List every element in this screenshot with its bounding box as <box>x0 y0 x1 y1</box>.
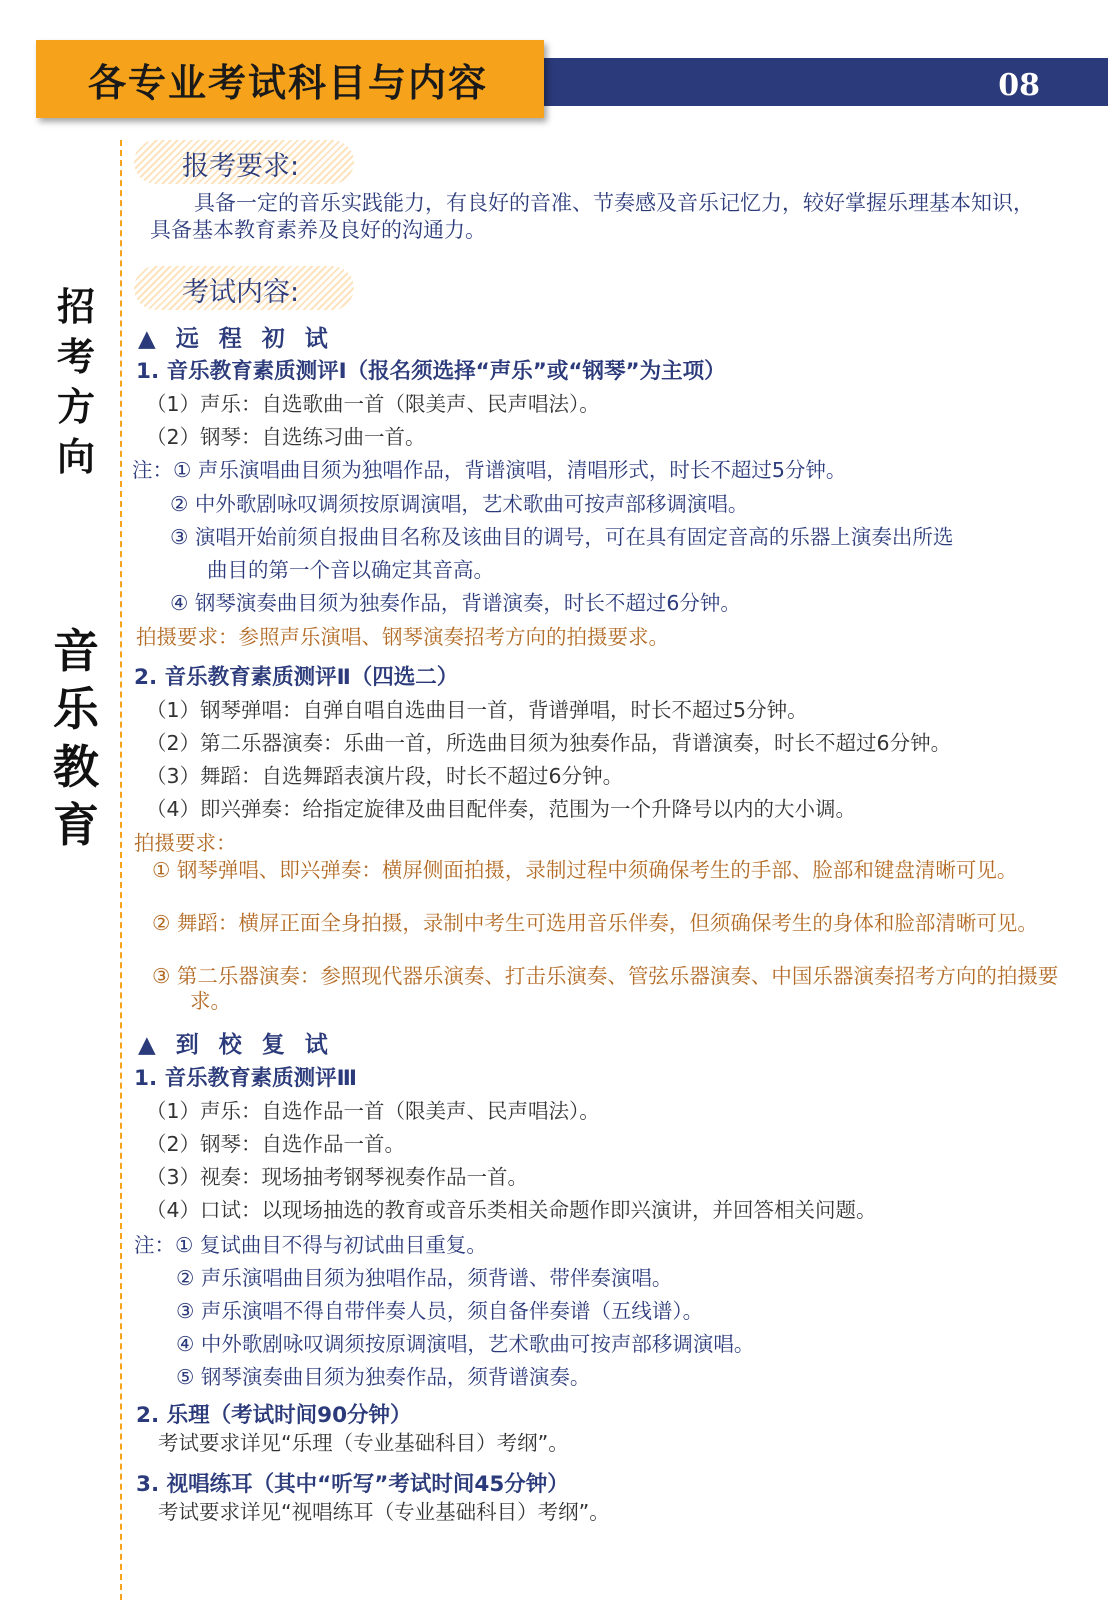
preliminary-heading: ▲ 远 程 初 试 <box>138 326 334 352</box>
side-label-direction <box>46 282 106 482</box>
side-label-major <box>46 622 106 854</box>
retest-item1-line: （2）钢琴：自选作品一首。 <box>146 1132 406 1156</box>
prelim-note: ② 中外歌剧咏叹调须按原调演唱，艺术歌曲可按声部移调演唱。 <box>170 492 749 516</box>
retest-item3-title: 3. 视唱练耳（其中“听写”考试时间45分钟） <box>136 1472 569 1497</box>
page-number: 08 <box>998 68 1040 103</box>
retest-item1-line: （1）声乐：自选作品一首（限美声、民声唱法）。 <box>146 1099 600 1123</box>
prelim-note: 注：① 声乐演唱曲目须为独唱作品，背谱演唱，清唱形式，时长不超过5分钟。 <box>132 458 847 482</box>
retest-note: 注：① 复试曲目不得与初试曲目重复。 <box>134 1233 487 1257</box>
prelim-note: 曲目的第一个音以确定其音高。 <box>207 558 494 582</box>
prelim-item2-filming-item: ③ 第二乐器演奏：参照现代器乐演奏、打击乐演奏、管弦乐器演奏、中国乐器演奏招考方向的拍摄要求。 <box>152 964 1059 1013</box>
side-label-text: 招考方向 <box>57 284 96 479</box>
prelim-item1-line: （2）钢琴：自选练习曲一首。 <box>146 425 426 449</box>
prelim-item2-filming-item: ① 钢琴弹唱、即兴弹奏：横屏侧面拍摄，录制过程中须确保考生的手部、脸部和键盘清晰可见。 <box>152 858 1018 882</box>
prelim-note: ③ 演唱开始前须自报曲目名称及该曲目的调号，可在具有固定音高的乐器上演奏出所选 <box>170 525 954 549</box>
retest-note: ④ 中外歌剧咏叹调须按原调演唱，艺术歌曲可按声部移调演唱。 <box>176 1332 755 1356</box>
page-title: 各专业考试科目与内容 <box>88 61 489 105</box>
requirements-text-content: 具备一定的音乐实践能力，有良好的音准、节奏感及音乐记忆力，较好掌握乐理基本知识，具备基本教育素养及良好的沟通力。 <box>150 191 1034 242</box>
retest-item2-title: 2. 乐理（考试时间90分钟） <box>136 1403 412 1428</box>
content-heading-label: 考试内容: <box>182 277 300 308</box>
retest-item3-text: 考试要求详见“视唱练耳（专业基础科目）考纲”。 <box>158 1500 610 1524</box>
vertical-divider <box>120 140 122 1600</box>
requirements-heading <box>134 140 354 184</box>
prelim-item2-line: （1）钢琴弹唱：自弹自唱自选曲目一首，背谱弹唱，时长不超过5分钟。 <box>146 698 808 722</box>
prelim-filming: 拍摄要求：参照声乐演唱、钢琴演奏招考方向的拍摄要求。 <box>136 625 669 649</box>
retest-item1-line: （3）视奏：现场抽考钢琴视奏作品一首。 <box>146 1165 529 1189</box>
content-heading <box>134 266 354 310</box>
prelim-item2-line: （2）第二乐器演奏：乐曲一首，所选曲目须为独奏作品，背谱演奏，时长不超过6分钟。 <box>146 731 952 755</box>
prelim-item2-line: （4）即兴弹奏：给指定旋律及曲目配伴奏，范围为一个升降号以内的大小调。 <box>146 797 857 821</box>
retest-note: ② 声乐演唱曲目须为独唱作品，须背谱、带伴奏演唱。 <box>176 1266 673 1290</box>
retest-note: ⑤ 钢琴演奏曲目须为独奏作品，须背谱演奏。 <box>176 1365 591 1389</box>
retest-heading: ▲ 到 校 复 试 <box>138 1032 334 1058</box>
retest-item1-title: 1. 音乐教育素质测评Ⅲ <box>134 1066 357 1091</box>
prelim-item1-title: 1. 音乐教育素质测评Ⅰ（报名须选择“声乐”或“钢琴”为主项） <box>136 359 726 384</box>
prelim-item2-filming-item: ② 舞蹈：横屏正面全身拍摄，录制中考生可选用音乐伴奏，但须确保考生的身体和脸部清晰可见。 <box>152 911 1038 935</box>
prelim-item2-title: 2. 音乐教育素质测评Ⅱ（四选二） <box>134 665 459 690</box>
prelim-item2-filming-label: 拍摄要求： <box>134 831 237 855</box>
side-label-major-text: 音乐教育 <box>53 624 99 852</box>
requirements-text <box>150 190 1050 244</box>
prelim-item2-line: （3）舞蹈：自选舞蹈表演片段，时长不超过6分钟。 <box>146 764 624 788</box>
prelim-note: ④ 钢琴演奏曲目须为独奏作品，背谱演奏，时长不超过6分钟。 <box>170 591 741 615</box>
retest-note: ③ 声乐演唱不得自带伴奏人员，须自备伴奏谱（五线谱）。 <box>176 1299 704 1323</box>
prelim-item1-line: （1）声乐：自选歌曲一首（限美声、民声唱法）。 <box>146 392 600 416</box>
requirements-heading-label: 报考要求: <box>182 151 300 182</box>
retest-item2-text: 考试要求详见“乐理（专业基础科目）考纲”。 <box>158 1431 569 1455</box>
title-box <box>36 40 544 118</box>
retest-item1-line: （4）口试：以现场抽选的教育或音乐类相关命题作即兴演讲，并回答相关问题。 <box>146 1198 877 1222</box>
